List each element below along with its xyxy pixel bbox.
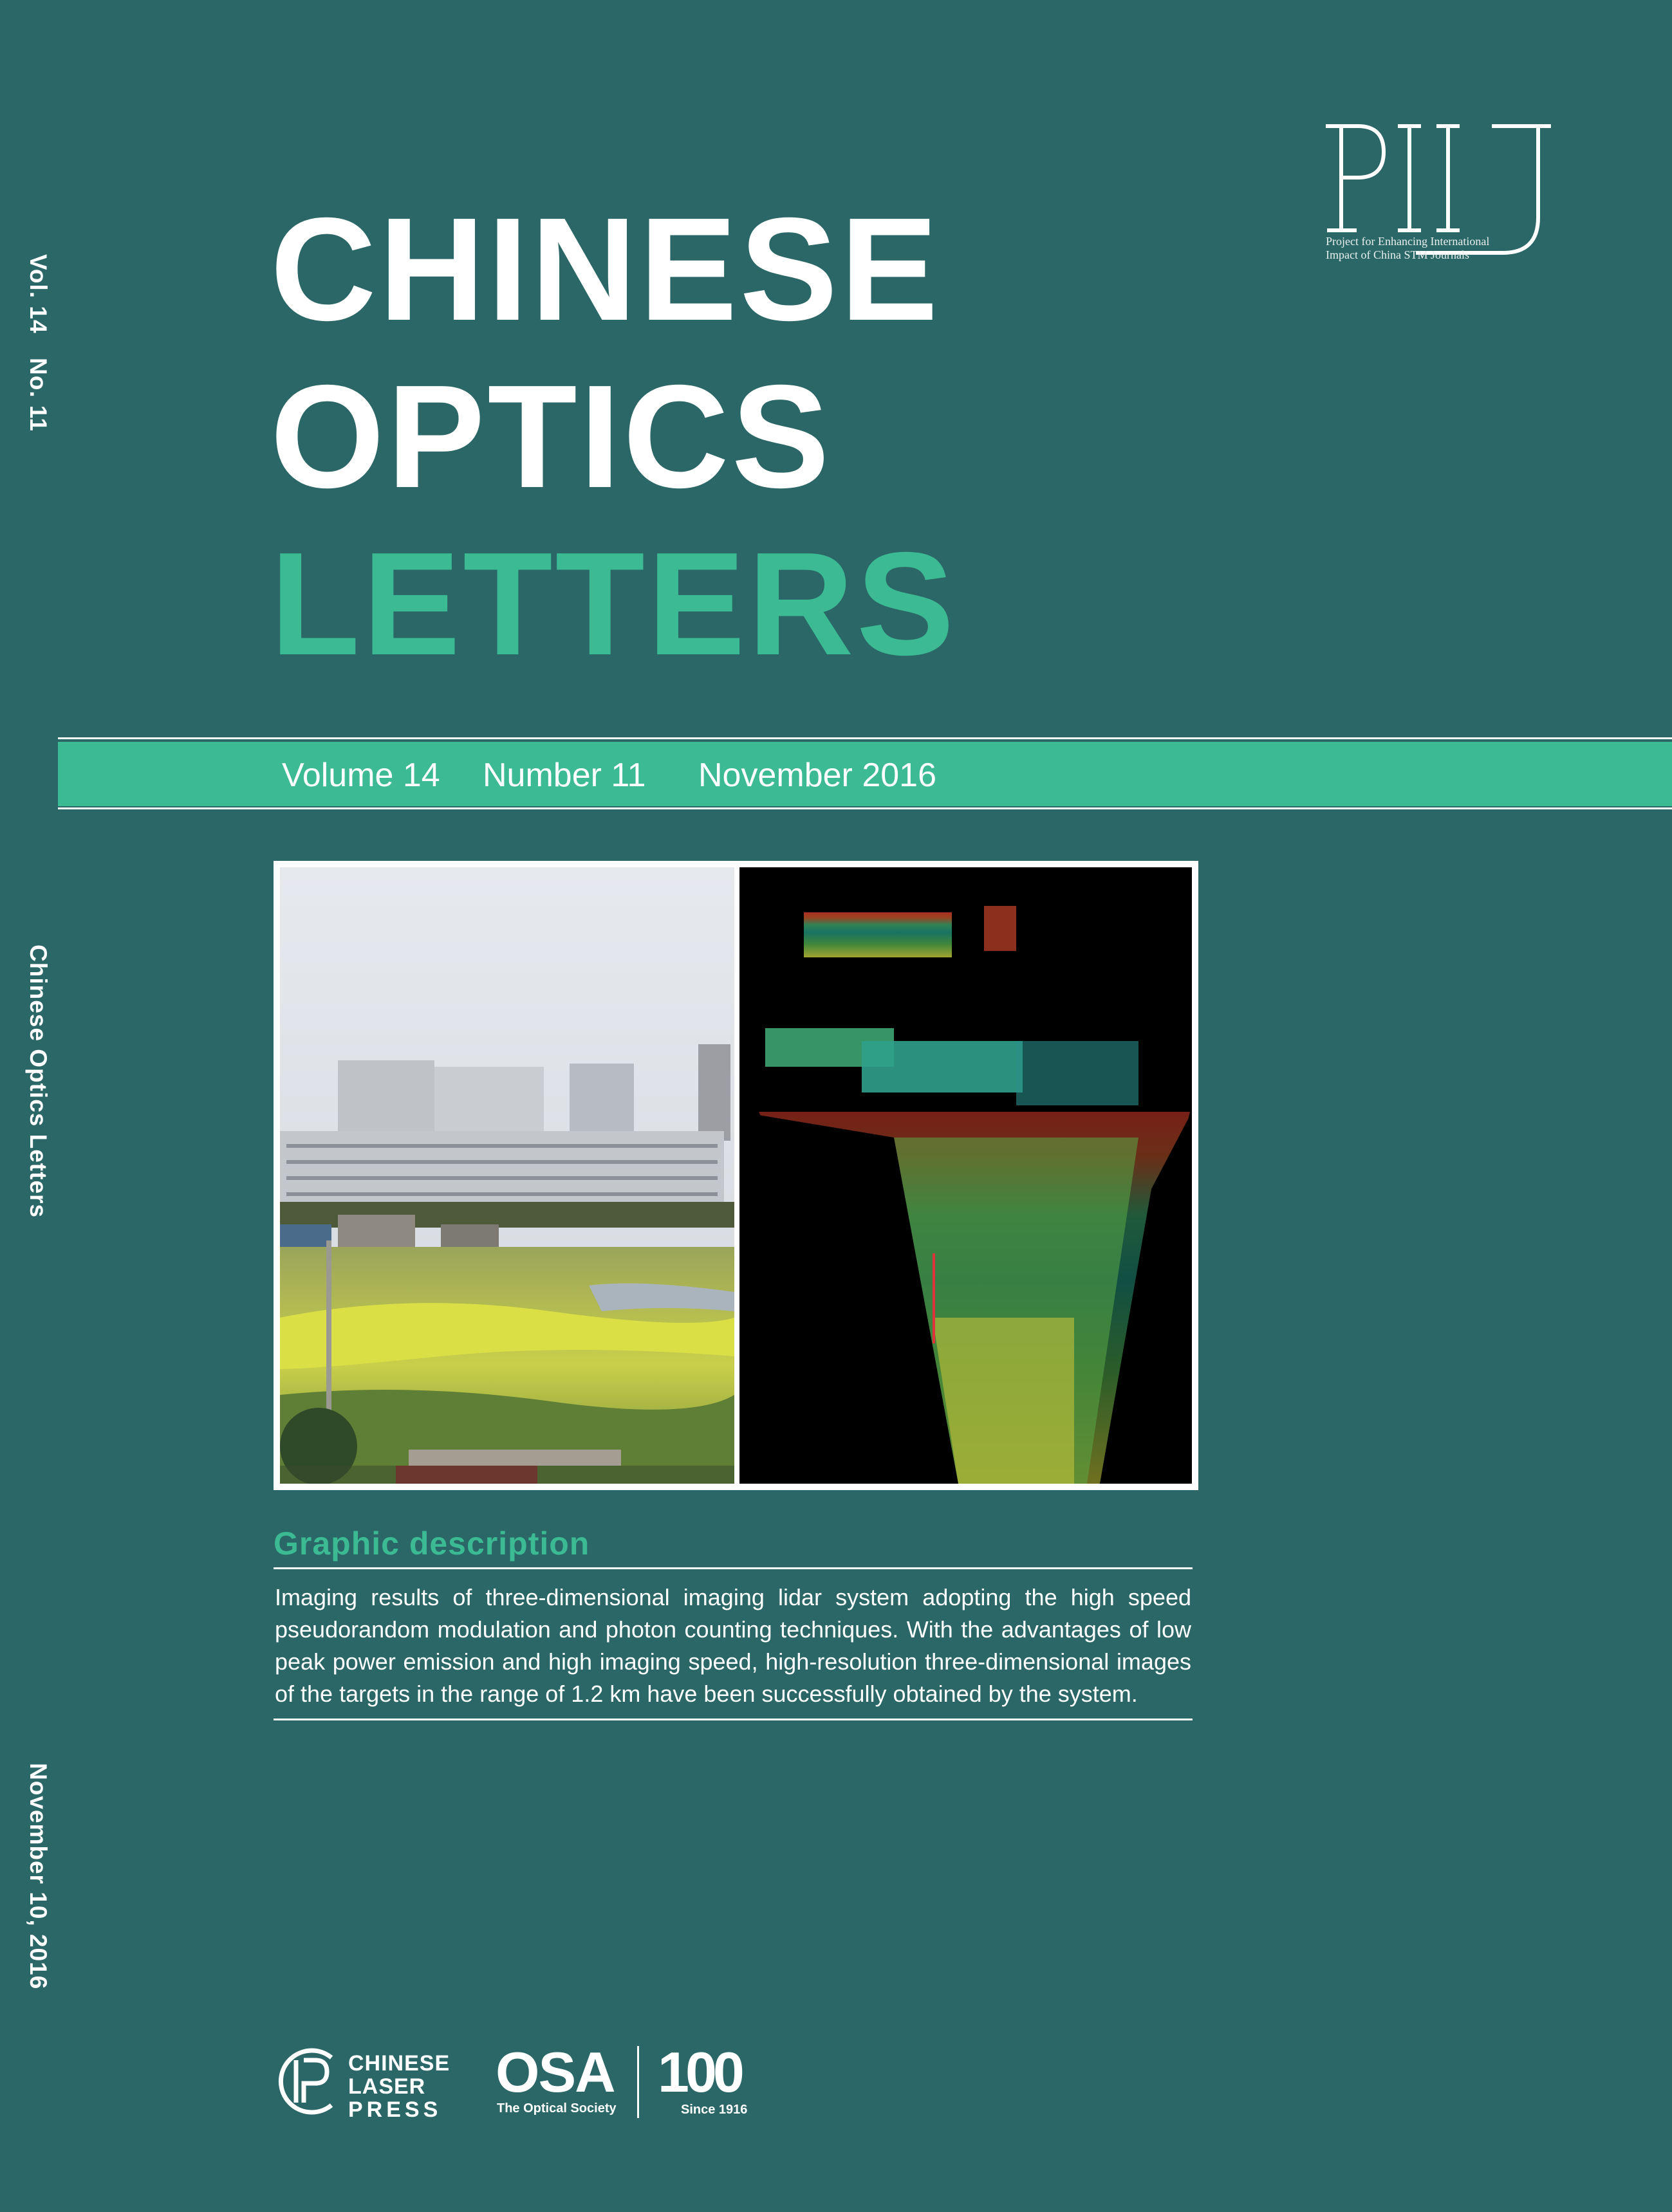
cover-figure — [274, 861, 1198, 1490]
spine-journal-title: Chinese Optics Letters — [25, 945, 51, 1219]
spine-date: November 10, 2016 — [25, 1763, 51, 1990]
clp-word-chinese: CHINESE — [348, 2051, 451, 2076]
osa-centennial-mark: 100 — [658, 2040, 741, 2104]
band-top-rule — [58, 737, 1672, 739]
osa-since-year: Since 1916 — [681, 2103, 748, 2117]
osa-divider — [637, 2046, 639, 2118]
clp-word-laser: LASER — [348, 2074, 426, 2099]
graphic-description-bottom-rule — [274, 1719, 1193, 1720]
spine-number: No. 11 — [25, 357, 51, 432]
graphic-description-heading: Graphic description — [274, 1525, 590, 1562]
issue-month: November 2016 — [698, 757, 936, 794]
piij-caption-line2: Impact of China STM Journals — [1326, 248, 1469, 261]
graphic-description-top-rule — [274, 1567, 1193, 1569]
graphic-description-body: Imaging results of three-dimensional imaging lidar system adopting the high speed pseudorandom modulation and photon counting techniques. With the advantages of low peak power emission and high imaging speed, high-resolution three-dimensional images of the targets in the range of 1.2 km have been successfully obtained by the system. — [275, 1584, 1191, 1707]
title-line-optics: OPTICS — [270, 355, 832, 519]
issue-volume: Volume 14 — [282, 757, 440, 794]
issue-number: Number 11 — [483, 757, 646, 794]
title-line-letters: LETTERS — [270, 522, 957, 686]
lidar-3d-image — [739, 867, 1192, 1484]
osa-subtitle: The Optical Society — [497, 2101, 617, 2115]
landscape-photo — [280, 867, 734, 1484]
osa-logo-word: OSA — [496, 2040, 615, 2104]
piij-caption — [1326, 235, 1489, 262]
title-line-chinese: CHINESE — [270, 188, 941, 351]
spine-volume-issue — [24, 254, 51, 432]
band-bottom-rule — [58, 807, 1672, 809]
spine-volume: Vol. 14 — [25, 254, 51, 334]
piij-caption-line1: Project for Enhancing International — [1326, 235, 1490, 248]
clp-word-press: PRESS — [348, 2097, 442, 2122]
